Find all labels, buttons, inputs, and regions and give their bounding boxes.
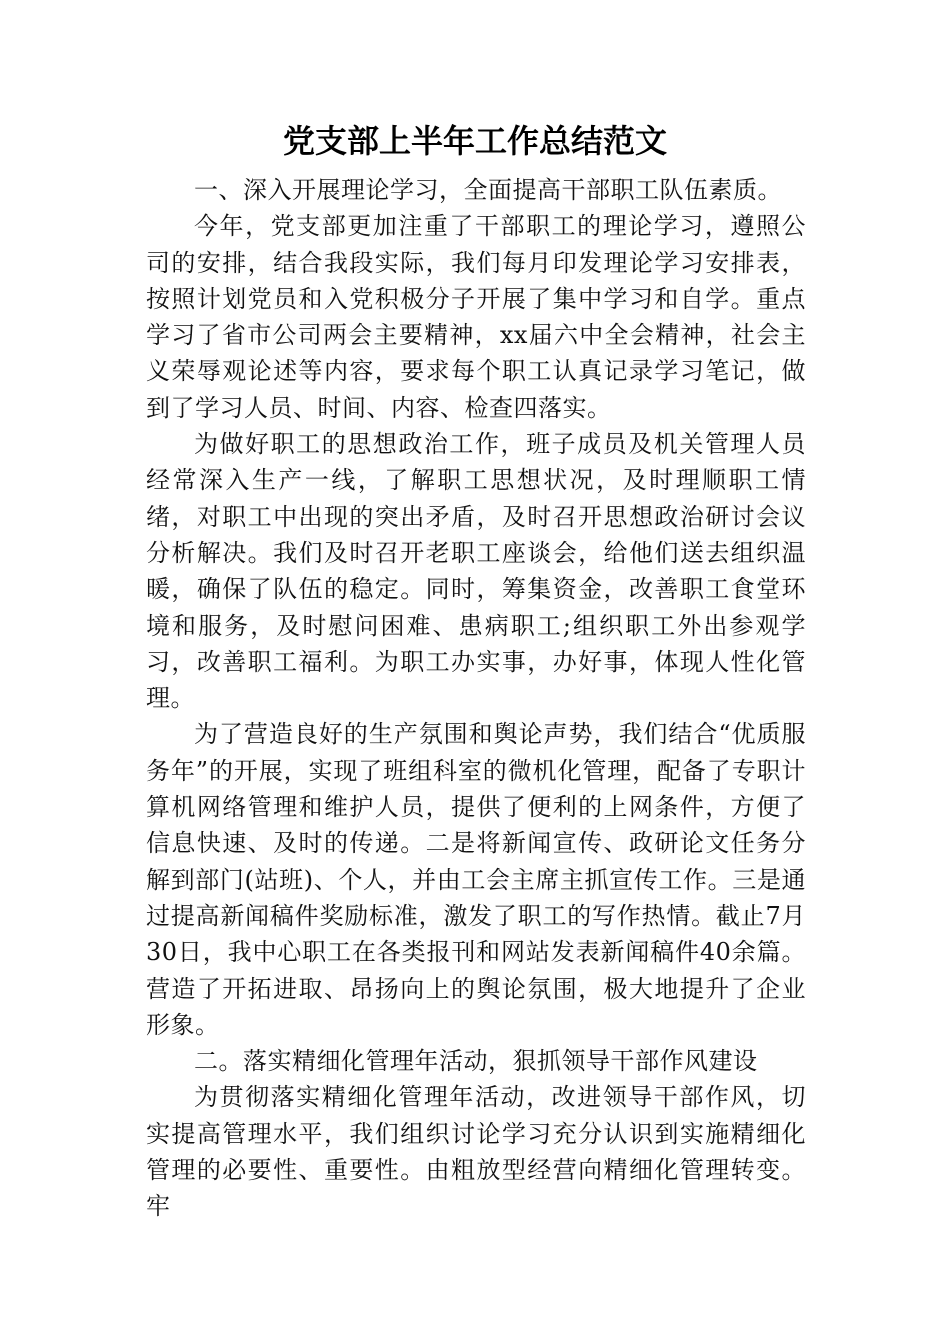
paragraph-publicity: 为了营造良好的生产氛围和舆论声势，我们结合“优质服务年”的开展，实现了班组科室的微机化管理，配备了专职计算机网络管理和维护人员，提供了便利的上网条件，方便了信息快速、及时的传递。二是将新闻宣传、政研论文任务分解到部门(站班)、个人，并由工会主席主抓宣传工作。三是通过提高新闻稿件奖励标准，激发了职工的写作热情。截止7月30日，我中心职工在各类报刊和网站发表新闻稿件40余篇。营造了开拓进取、昂扬向上的舆论氛围，极大地提升了企业形象。 [146, 720, 806, 1039]
document-body [146, 172, 806, 1225]
section-heading-2: 二。落实精细化管理年活动，狠抓领导干部作风建设 [194, 1047, 758, 1076]
section-heading-1: 一、深入开展理论学习，全面提高干部职工队伍素质。 [194, 176, 782, 204]
document-title: 党支部上半年工作总结范文 [282, 122, 667, 160]
paragraph-ideological-work: 为做好职工的思想政治工作，班子成员及机关管理人员经常深入生产一线，了解职工思想状况，及时理顺职工情绪，对职工中出现的突出矛盾，及时召开思想政治研讨会议分析解决。我们及时召开老职工座谈会，给他们送去组织温暖，确保了队伍的稳定。同时，筹集资金，改善职工食堂环境和服务，及时慰问困难、患病职工;组织职工外出参观学习，改善职工福利。为职工办实事，办好事，体现人性化管理。 [146, 430, 806, 713]
paragraph-refined-management: 为贯彻落实精细化管理年活动，改进领导干部作风，切实提高管理水平，我们组织讨论学习充分认识到实施精细化管理的必要性、重要性。由粗放型经营向精细化管理转变。牢 [146, 1083, 806, 1221]
paragraph-theory-study: 今年，党支部更加注重了干部职工的理论学习，遵照公司的安排，结合我段实际，我们每月印发理论学习安排表，按照计划党员和入党积极分子开展了集中学习和自学。重点学习了省市公司两会主要精神，xx届六中全会精神，社会主义荣辱观论述等内容，要求每个职工认真记录学习笔记，做到了学习人员、时间、内容、检查四落实。 [146, 212, 806, 422]
